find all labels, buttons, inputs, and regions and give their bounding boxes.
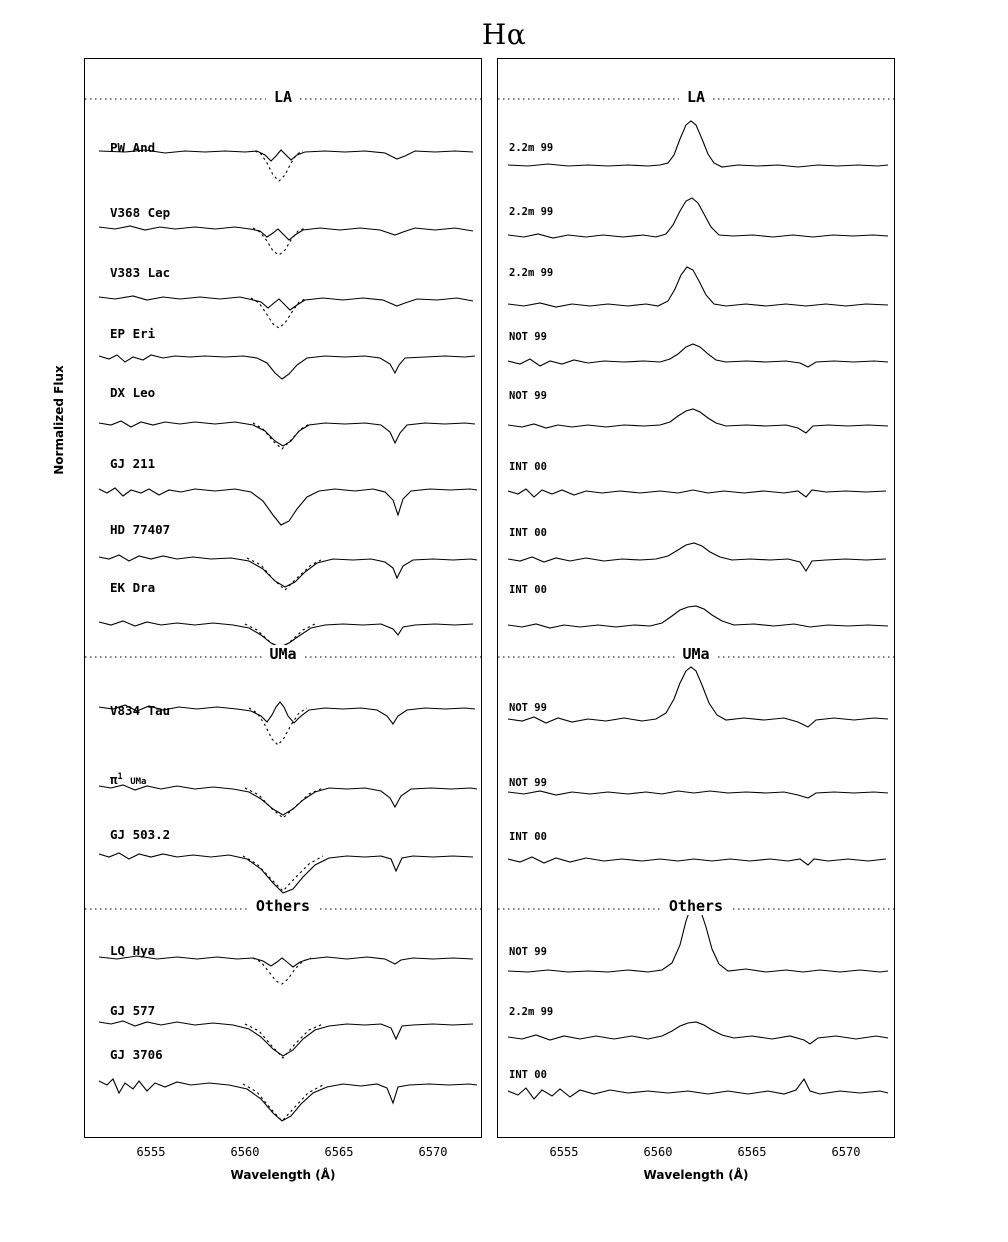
x-tick-6570-right: 6570 xyxy=(831,1145,861,1159)
x-tick-6565-left: 6565 xyxy=(324,1145,354,1159)
observation-label-pw-and: 2.2m 99 xyxy=(509,142,554,154)
x-tick-6560-left: 6560 xyxy=(230,1145,260,1159)
observation-label-lq-hya: NOT 99 xyxy=(509,946,547,958)
group-label-la-right: LA xyxy=(679,88,713,106)
substracted-spectra-plot xyxy=(498,59,894,1137)
observation-label-gj-3706: INT 00 xyxy=(509,1069,547,1081)
observation-label-gj-211: INT 00 xyxy=(509,461,547,473)
group-label-uma-left: UMa xyxy=(261,645,304,663)
x-tick-6560-right: 6560 xyxy=(643,1145,673,1159)
x-tick-6570-left: 6570 xyxy=(418,1145,448,1159)
substracted-panel xyxy=(497,58,895,1138)
observation-label-v834-tau: NOT 99 xyxy=(509,702,547,714)
figure-title: Hα xyxy=(481,18,527,51)
observation-label-ep-eri: NOT 99 xyxy=(509,331,547,343)
observation-label-dx-leo: NOT 99 xyxy=(509,390,547,402)
star-label-pw-and: PW And xyxy=(110,140,156,155)
x-tick-6565-right: 6565 xyxy=(737,1145,767,1159)
observation-label-v383-lac: 2.2m 99 xyxy=(509,267,554,279)
star-label-gj-503-2: GJ 503.2 xyxy=(110,827,171,842)
observed-panel xyxy=(84,58,482,1138)
star-label-gj-3706: GJ 3706 xyxy=(110,1047,163,1062)
x-tick-labels-right xyxy=(497,1145,895,1163)
star-label-dx-leo: DX Leo xyxy=(110,385,156,400)
group-label-others-right: Others xyxy=(661,897,731,915)
star-label-v383-lac: V383 Lac xyxy=(110,265,171,280)
star-label-ep-eri: EP Eri xyxy=(110,326,156,341)
observation-label-v368-cep: 2.2m 99 xyxy=(509,206,554,218)
star-label-gj-211: GJ 211 xyxy=(110,456,156,471)
star-label-gj-577: GJ 577 xyxy=(110,1003,156,1018)
observation-label-pi1-uma: NOT 99 xyxy=(509,777,547,789)
x-axis-label-left: Wavelength (Å) xyxy=(230,1168,336,1182)
x-tick-6555-right: 6555 xyxy=(549,1145,579,1159)
x-tick-6555-left: 6555 xyxy=(136,1145,166,1159)
star-label-v834-tau: V834 Tau xyxy=(110,703,171,718)
star-label-lq-hya: LQ Hya xyxy=(110,943,156,958)
group-label-others-left: Others xyxy=(248,897,318,915)
observation-label-hd-77407: INT 00 xyxy=(509,527,547,539)
observed-spectra-plot xyxy=(85,59,481,1137)
star-label-ek-dra: EK Dra xyxy=(110,580,156,595)
star-label-pi1-uma: $\pi^1$ UMa xyxy=(110,772,147,788)
star-label-v368-cep: V368 Cep xyxy=(110,205,171,220)
y-axis-label: Normalized Flux xyxy=(52,365,66,475)
observation-label-gj-577: 2.2m 99 xyxy=(509,1006,554,1018)
group-label-uma-right: UMa xyxy=(674,645,717,663)
observation-label-ek-dra: INT 00 xyxy=(509,584,547,596)
observation-label-gj-503-2: INT 00 xyxy=(509,831,547,843)
group-label-la-left: LA xyxy=(266,88,300,106)
x-axis-label-right: Wavelength (Å) xyxy=(643,1168,749,1182)
x-tick-labels-left xyxy=(84,1145,482,1163)
star-label-hd-77407: HD 77407 xyxy=(110,522,171,537)
